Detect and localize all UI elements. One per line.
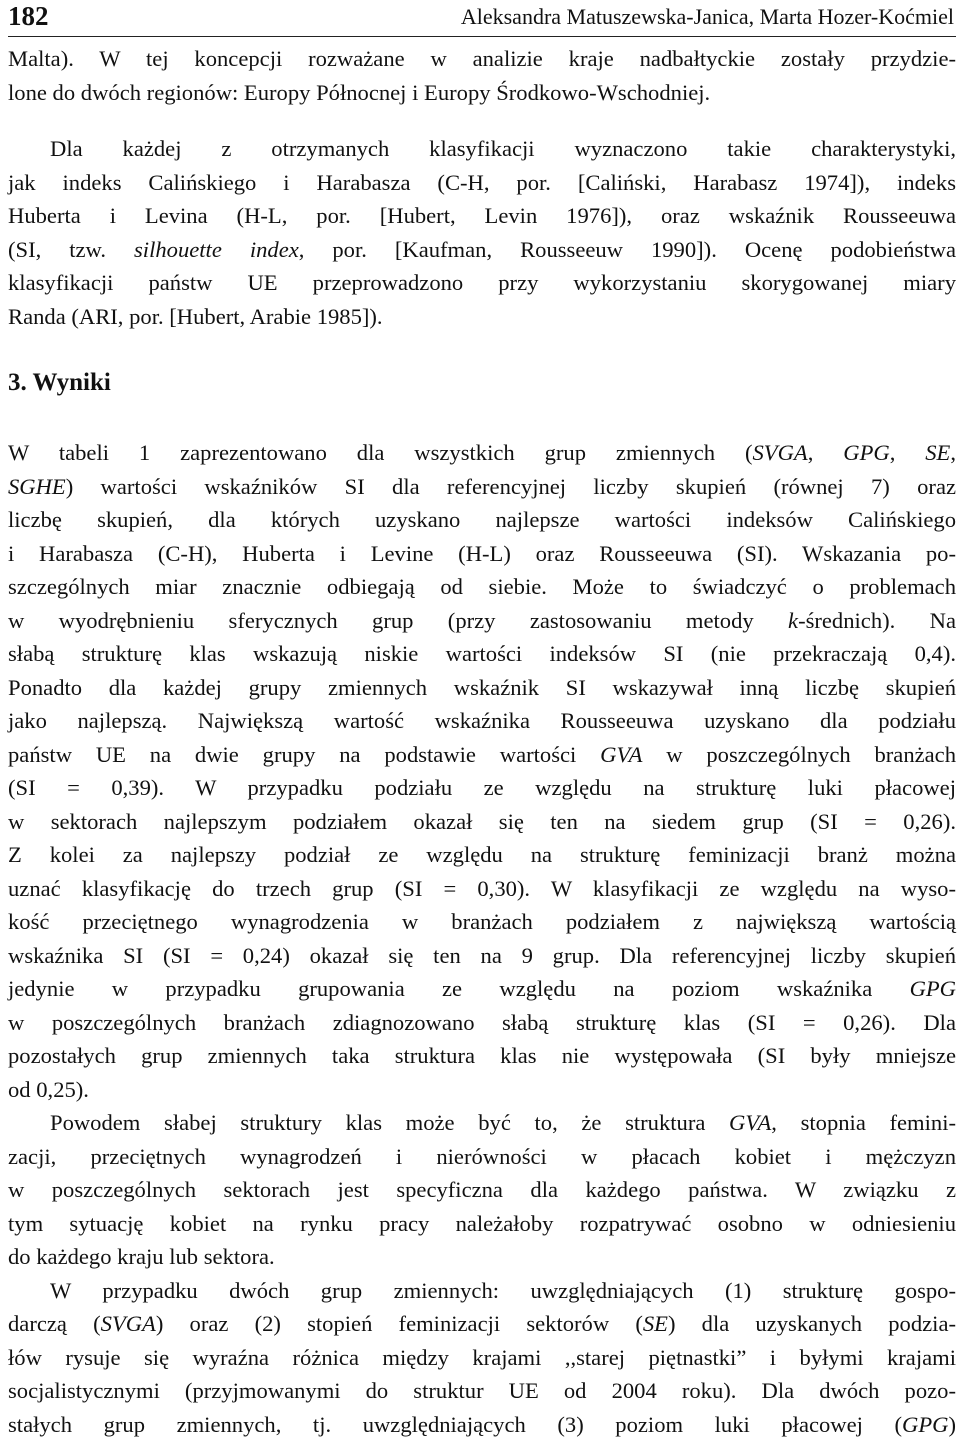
text-line: Malta). W tej koncepcji rozważane w analizie kraje nadbałtyckie zostały przydzie- — [8, 46, 956, 71]
text-line: SGHE) wartości wskaźników SI dla referencyjnej liczby skupień (równej 7) oraz — [8, 473, 956, 499]
text-line: państw UE na dwie grupy na podstawie wartości GVA w poszczególnych branżach — [8, 741, 957, 767]
text-line: szczególnych miar znacznie odbiegają od siebie. Może to świadczyć o problemach — [8, 574, 956, 599]
text-line: uznać klasyfikację do trzech grup (SI = 0,30). W klasyfikacji ze względu na wyso- — [8, 875, 956, 901]
text-line: od 0,25). — [8, 1076, 89, 1102]
text-line: Z kolei za najlepszy podział ze względu na strukturę feminizacji branż można — [8, 842, 956, 867]
text-line: (SI = 0,39). W przypadku podziału ze względu na strukturę luki płacowej — [8, 775, 956, 800]
text-line: łów rysuje się wyraźna różnica między krajami ,,starej piętnastki” i byłymi krajami — [8, 1344, 956, 1370]
text-line: Dla każdej z otrzymanych klasyfikacji wyznaczono takie charakterystyki, — [50, 136, 956, 161]
text-line: Randa (ARI, por. [Hubert, Arabie 1985]). — [8, 303, 383, 329]
text-line: liczbę skupień, dla których uzyskano najlepsze wartości indeksów Calińskiego — [8, 507, 956, 532]
text-line: i Harabasza (C-H), Huberta i Levine (H-L) oraz Rousseeuwa (SI). Wskazania po- — [8, 540, 956, 566]
text-line: w poszczególnych branżach zdiagnozowano słabą strukturę klas (SI = 0,26). Dla — [8, 1009, 956, 1035]
page-number: 182 — [8, 1, 49, 31]
text-line: Huberta i Levina (H-L, por. [Hubert, Levin 1976]), oraz wskaźnik Rousseeuwa — [8, 203, 956, 228]
text-line: pozostałych grup zmiennych taka struktura klas nie występowała (SI były mniejsze — [8, 1043, 956, 1068]
text-line: wskaźnika SI (SI = 0,24) okazał się ten na 9 grup. Dla referencyjnej liczby skupień — [8, 942, 956, 968]
text-line: do każdego kraju lub sektora. — [8, 1244, 275, 1269]
text-line: w sektorach najlepszym podziałem okazał się ten na siedem grup (SI = 0,26). — [8, 808, 956, 834]
text-line: słabą strukturę klas wskazują niskie wartości indeksów SI (nie przekraczają 0,4). — [8, 641, 956, 666]
text-line: tym sytuację kobiet na rynku pracy należałoby rozpatrywać osobno w odniesieniu — [8, 1210, 956, 1236]
text-line: kość przeciętnego wynagrodzenia w branżach podziałem z największą wartością — [8, 909, 956, 934]
text-line: stałych grup zmiennych, tj. uwzględniających (3) poziom luki płacowej (GPG) — [8, 1411, 956, 1437]
text-line: zacji, przeciętnych wynagrodzeń i nierówności w płacach kobiet i mężczyzn — [8, 1143, 956, 1169]
text-line: Ponadto dla każdej grupy zmiennych wskaźnik SI wskazywał inną liczbę skupień — [8, 674, 956, 700]
text-line: socjalistycznymi (przyjmowanymi do struktur UE od 2004 roku). Dla dwóch pozo- — [8, 1378, 956, 1403]
text-line: darczą (SVGA) oraz (2) stopień feminizacji sektorów (SE) dla uzyskanych podzia- — [8, 1311, 957, 1336]
text-line: W tabeli 1 zaprezentowano dla wszystkich grup zmiennych (SVGA, GPG, SE, — [8, 440, 957, 465]
text-line: klasyfikacji państw UE przeprowadzono przy wykorzystaniu skorygowanej miary — [8, 270, 956, 295]
text-line: w wyodrębnieniu sferycznych grup (przy zastosowaniu metody k-średnich). Na — [8, 607, 956, 633]
text-line: lone do dwóch regionów: Europy Północnej i Europy Środkowo-Wschodniej. — [8, 79, 711, 105]
text-line: jako najlepszą. Największą wartość wskaźnika Rousseeuwa uzyskano dla podziału — [8, 708, 956, 733]
header-authors: Aleksandra Matuszewska-Janica, Marta Hozer-Koćmiel — [460, 4, 954, 29]
text-line: W przypadku dwóch grup zmiennych: uwzględniających (1) strukturę gospo- — [50, 1277, 956, 1303]
running-header — [8, 0, 956, 37]
section-heading: 3. Wyniki — [8, 369, 111, 396]
text-line: w poszczególnych sektorach jest specyficzna dla każdego państwa. W związku z — [8, 1177, 956, 1202]
text-line: Powodem słabej struktury klas może być to, że struktura GVA, stopnia femini- — [50, 1110, 956, 1135]
text-line: (SI, tzw. silhouette index, por. [Kaufman, Rousseeuw 1990]). Ocenę podobieństwa — [8, 236, 956, 262]
text-line: jak indeks Calińskiego i Harabasza (C-H, por. [Caliński, Harabasz 1974]), indeks — [8, 169, 956, 195]
text-line: jedynie w przypadku grupowania ze względu na poziom wskaźnika GPG — [8, 976, 956, 1001]
